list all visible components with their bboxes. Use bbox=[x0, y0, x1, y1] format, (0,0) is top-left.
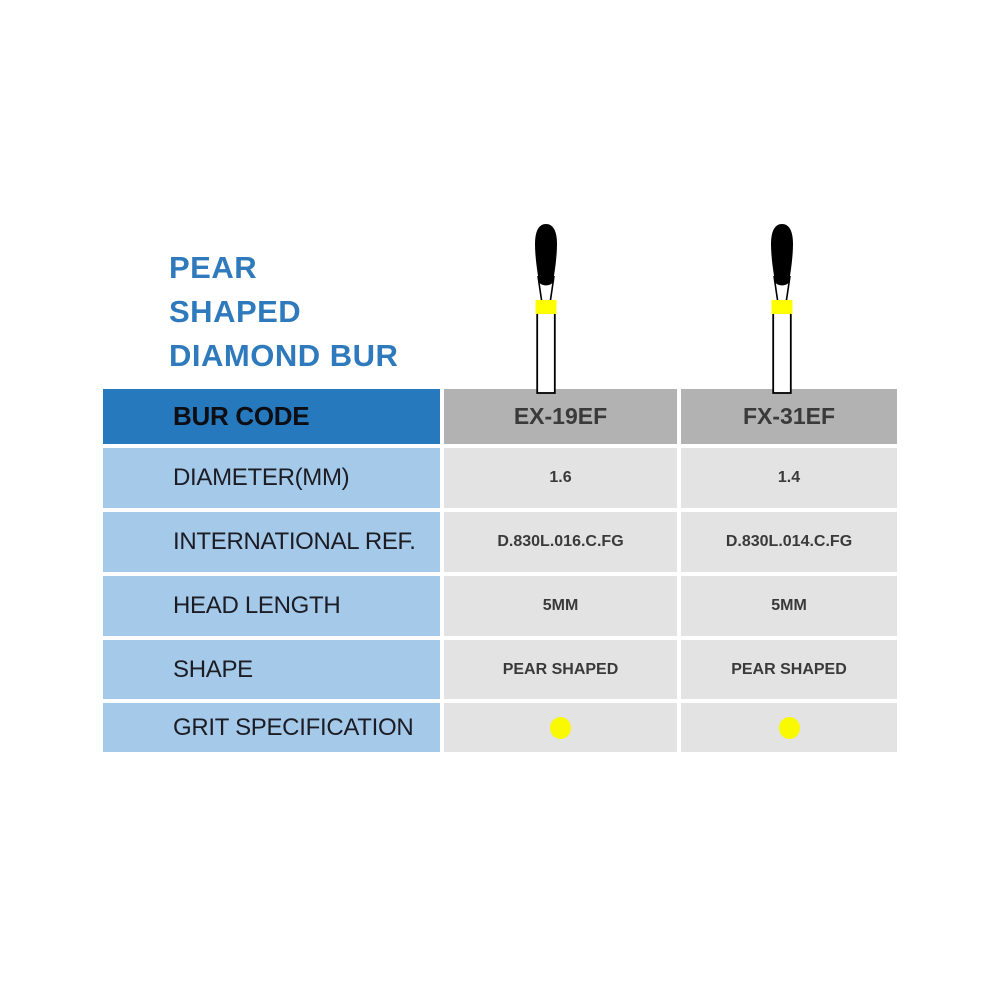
international-ref-value-2: D.830L.014.C.FG bbox=[681, 512, 897, 572]
row-label-diameter: DIAMETER(MM) bbox=[103, 448, 440, 508]
head-length-value-2: 5MM bbox=[681, 576, 897, 636]
bur-shaft bbox=[537, 308, 555, 393]
spec-table bbox=[103, 389, 897, 752]
bur-color-band bbox=[772, 300, 793, 314]
international-ref-value-1: D.830L.016.C.FG bbox=[444, 512, 677, 572]
row-label-shape: SHAPE bbox=[103, 640, 440, 699]
head-length-value-1: 5MM bbox=[444, 576, 677, 636]
row-label-bur-code: BUR CODE bbox=[103, 389, 440, 444]
grit-cell-2 bbox=[681, 703, 897, 752]
diameter-value-2: 1.4 bbox=[681, 448, 897, 508]
bur-color-band bbox=[536, 300, 557, 314]
pear-bur-icon-2 bbox=[760, 222, 804, 394]
bur-shaft bbox=[773, 308, 791, 393]
page-title-line-3: DIAMOND BUR bbox=[169, 338, 399, 373]
shape-value-1: PEAR SHAPED bbox=[444, 640, 677, 699]
pear-bur-icon-1 bbox=[524, 222, 568, 394]
row-label-international-ref: INTERNATIONAL REF. bbox=[103, 512, 440, 572]
bur-code-value-1: EX-19EF bbox=[444, 389, 677, 444]
shape-value-2: PEAR SHAPED bbox=[681, 640, 897, 699]
page-title-line-1: PEAR bbox=[169, 250, 258, 285]
grit-yellow-dot-icon bbox=[779, 717, 800, 739]
page-title-line-2: SHAPED bbox=[169, 294, 302, 329]
bur-head bbox=[771, 224, 793, 285]
grit-yellow-dot-icon bbox=[550, 717, 571, 739]
bur-code-value-2: FX-31EF bbox=[681, 389, 897, 444]
row-label-grit-specification: GRIT SPECIFICATION bbox=[103, 703, 440, 752]
row-label-head-length: HEAD LENGTH bbox=[103, 576, 440, 636]
bur-head bbox=[535, 224, 557, 285]
diameter-value-1: 1.6 bbox=[444, 448, 677, 508]
grit-cell-1 bbox=[444, 703, 677, 752]
page-title bbox=[169, 246, 398, 378]
